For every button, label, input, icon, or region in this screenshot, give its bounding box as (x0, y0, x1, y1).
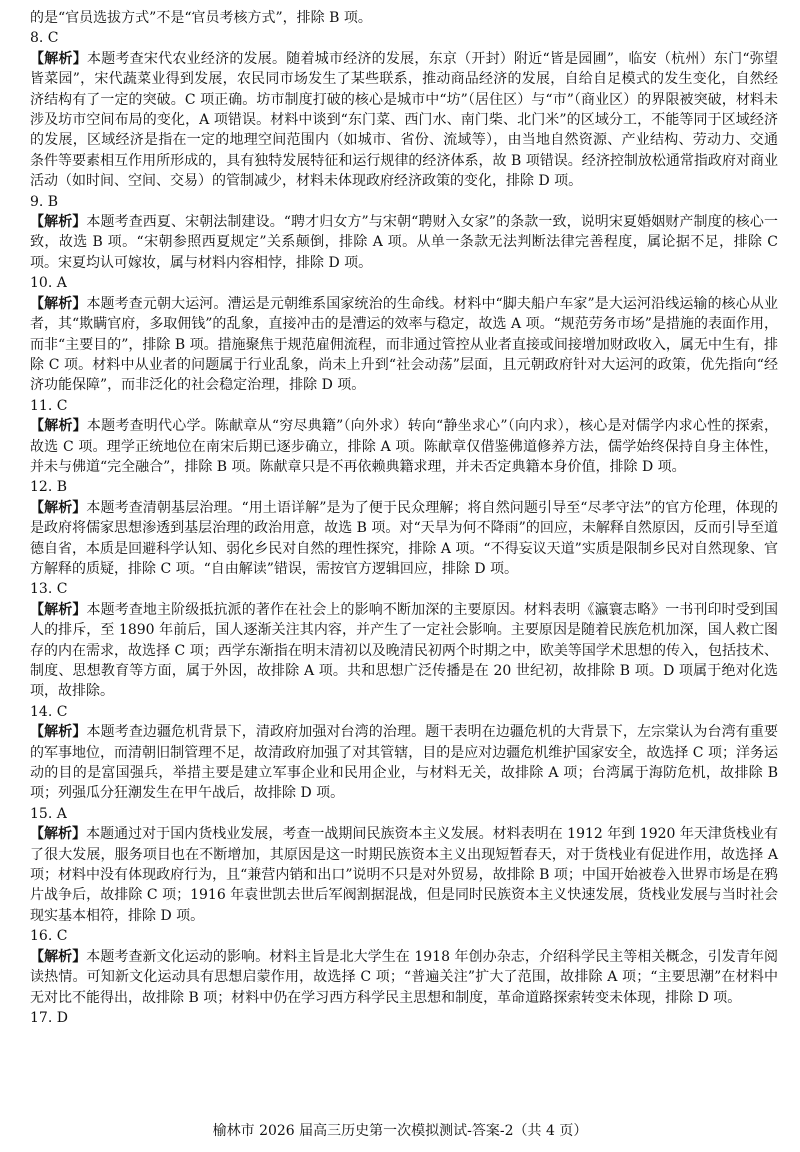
answer-analysis (30, 294, 778, 396)
answer-key-content (30, 8, 778, 1028)
analysis-text: 本题考查元朝大运河。漕运是元朝维系国家统治的生命线。材料中“脚夫船户车家”是大运河沿线运输的核心从业者，其“欺瞒官府，多取佣钱”的乱象，直接冲击的是漕运的效率与稳定，故选 A 项。“规范劳务市场”是措施的表面作用，而非“主要目的”，排除 B 项。措施聚焦于规范雇佣流程，而非通过管控从业者直接或间接增加财政收入，属无中生有，排除 C 项。材料中从业者的问题属于行业乱象，尚未上升到“社会动荡”层面，且元朝政府针对大运河的政策，优先指向“经济功能保障”，而非泛化的社会稳定治理，排除 D 项。 (30, 295, 779, 394)
analysis-text: 本题考查清朝基层治理。“用土语详解”是为了便于民众理解；将自然问题引导至“尽孝守法”的官方伦理，体现的是政府将儒家思想渗透到基层治理的政治用意，故选 B 项。对“天旱为何不降雨”的回应，未解释自然原因，反而引导至道德自省，本质是回避科学认知、弱化乡民对自然的理性探究，排除 A 项。“不得妄议天道”实质是限制乡民对自然现象、官方解释的质疑，排除 C 项。“自由解读”错误，需按官方逻辑回应，排除 D 项。 (30, 499, 778, 577)
analysis-label: 【解析】 (30, 601, 87, 618)
continuation-text: 的是“官员选拔方式”不是“官员考核方式”，排除 B 项。 (30, 10, 372, 26)
analysis-text: 本题考查边疆危机背景下，清政府加强对台湾的治理。题干表明在边疆危机的大背景下，左宗棠认为台湾有重要的军事地位，而清朝旧制管理不足，故清政府加强了对其管辖，目的是应对边疆危机维护国家安全，故选择 C 项；洋务运动的目的是富国强兵，举措主要是建立军事企业和民用企业，与材料无关，故排除 A 项；台湾属于海防危机，故排除 B 项；列强瓜分狂潮发生在甲午战后，故排除 D 项。 (30, 724, 779, 802)
analysis-text: 本题考查新文化运动的影响。材料主旨是北大学生在 1918 年创办杂志，介绍科学民主等相关概念，引发青年阅读热情。可知新文化运动具有思想启蒙作用，故选择 C 项；“普遍关注”扩大了范围，故排除 A 项；“主要思潮”在材料中无对比不能得出，故排除 B 项；材料中仍在学习西方科学民主思想和制度，革命道路探索转变未体现，排除 D 项。 (30, 948, 779, 1006)
analysis-label: 【解析】 (30, 214, 87, 231)
answer-item-11 (30, 396, 778, 478)
answer-number: 13. C (30, 581, 68, 598)
answer-number: 14. C (30, 703, 68, 720)
analysis-label: 【解析】 (30, 418, 87, 435)
analysis-text: 本题考查地主阶级抵抗派的著作在社会上的影响不断加深的主要原因。材料表明《瀛寰志略》一书刊印时受到国人的排斥，至 1890 年前后，国人逐渐关注其内容，并产生了一定社会影响。主要原因是随着民族危机加深，国人救亡图存的内在需求，故选择 C 项；西学东渐指在明末清初以及晚清民初两个时期之中，欧美等国学术思想的传入，包括技术、制度、思想教育等方面，属于外因，故排除 A 项。共和思想广泛传播是在 20 世纪初，故排除 B 项。D 项属于绝对化选项，故排除。 (30, 601, 779, 700)
answer-item-15 (30, 804, 778, 926)
analysis-text: 本题考查明代心学。陈献章从“穷尽典籍”（向外求）转向“静坐求心”（向内求），核心是对儒学内求心性的探索，故选 C 项。理学正统地位在南宋后期已逐步确立，排除 A 项。陈献章仅借鉴佛道修养方法，儒学始终保持自身主体性，并未与佛道“完全融合”，排除 B 项。陈献章只是不再依赖典籍求理，并未否定典籍本身价值，排除 D 项。 (30, 418, 778, 475)
answer-analysis (30, 212, 778, 273)
answer-analysis (30, 600, 778, 702)
analysis-label: 【解析】 (30, 499, 87, 516)
answer-item-14 (30, 702, 778, 804)
answer-item-17 (30, 1008, 778, 1028)
answer-number: 9. B (30, 193, 59, 210)
analysis-label: 【解析】 (30, 724, 87, 741)
page-footer: 榆林市 2026 届高三历史第一次模拟测试-答案-2（共 4 页） (212, 1123, 588, 1139)
answer-number: 12. B (30, 479, 68, 496)
answer-analysis (30, 947, 778, 1008)
analysis-text: 本题考查宋代农业经济的发展。随着城市经济的发展，东京（开封）附近“皆是园圃”，临安（杭州）东门“弥望皆菜园”，宋代蔬菜业得到发展，农民同市场发生了某些联系，推动商品经济的发展，自给自足模式的发生变化，自然经济结构有了一定的突破。C 项正确。坊市制度打破的核心是城市中“坊”（居住区）与“市”（商业区）的界限被突破，材料未涉及坊市空间布局的变化，A 项错误。材料中谈到“东门菜、西门水、南门柴、北门米”的区域分工，不能等同于区域经济的发展，区域经济是指在一定的地理空间范围内（如城市、省份、流域等），由当地自然资源、产业结构、劳动力、交通条件等要素相互作用所形成的，具有独特发展特征和运行规律的经济体系，故 B 项错误。经济控制放松通常指政府对商业活动（如时间、空间、交易）的管制减少，材料未体现政府经济政策的变化，排除 D 项。 (30, 50, 778, 190)
answer-analysis (30, 49, 778, 192)
answer-number: 15. A (30, 805, 67, 822)
answer-analysis (30, 722, 778, 804)
answer-number: 16. C (30, 928, 68, 945)
analysis-label: 【解析】 (30, 295, 87, 312)
answer-analysis (30, 824, 778, 926)
answer-item-10 (30, 273, 778, 395)
answer-number: 17. D (30, 1009, 68, 1026)
answer-item-12 (30, 477, 778, 579)
analysis-label: 【解析】 (30, 50, 87, 67)
answer-item-8 (30, 28, 778, 191)
analysis-text: 本题通过对于国内货栈业发展，考查一战期间民族资本主义发展。材料表明在 1912 年到 1920 年天津货栈业有了很大发展，服务项目也在不断增加，其原因是这一时期民族资本主义出现短暂春天，对于货栈业有促进作用，故选择 A 项；材料中没有体现政府行为，且“兼营内销和出口”说明不只是对外贸易，故排除 B 项；中国开始被卷入世界市场是在鸦片战争后，故排除 C 项；1916 年袁世凯去世后军阀割据混战，但是同时民族资本主义快速发展，货栈业发展与当时社会现实基本相符，排除 D 项。 (30, 826, 778, 924)
analysis-text: 本题考查西夏、宋朝法制建设。“聘才归女方”与宋朝“聘财入女家”的条款一致，说明宋夏婚姻财产制度的核心一致，故选 B 项。“宋朝参照西夏规定”关系颠倒，排除 A 项。从单一条款无法判断法律完善程度，属论据不足，排除 C 项。宋夏均认可嫁妆，属与材料内容相悖，排除 D 项。 (30, 214, 778, 271)
answer-item-9 (30, 192, 778, 274)
answer-number: 11. C (30, 397, 68, 414)
analysis-label: 【解析】 (30, 948, 87, 965)
analysis-label: 【解析】 (30, 826, 87, 843)
answer-analysis (30, 498, 778, 580)
answer-number: 10. A (30, 275, 67, 292)
answer-item-16 (30, 926, 778, 1008)
answer-item-13 (30, 579, 778, 701)
answer-number: 8. C (30, 30, 59, 47)
answer-analysis (30, 416, 778, 477)
